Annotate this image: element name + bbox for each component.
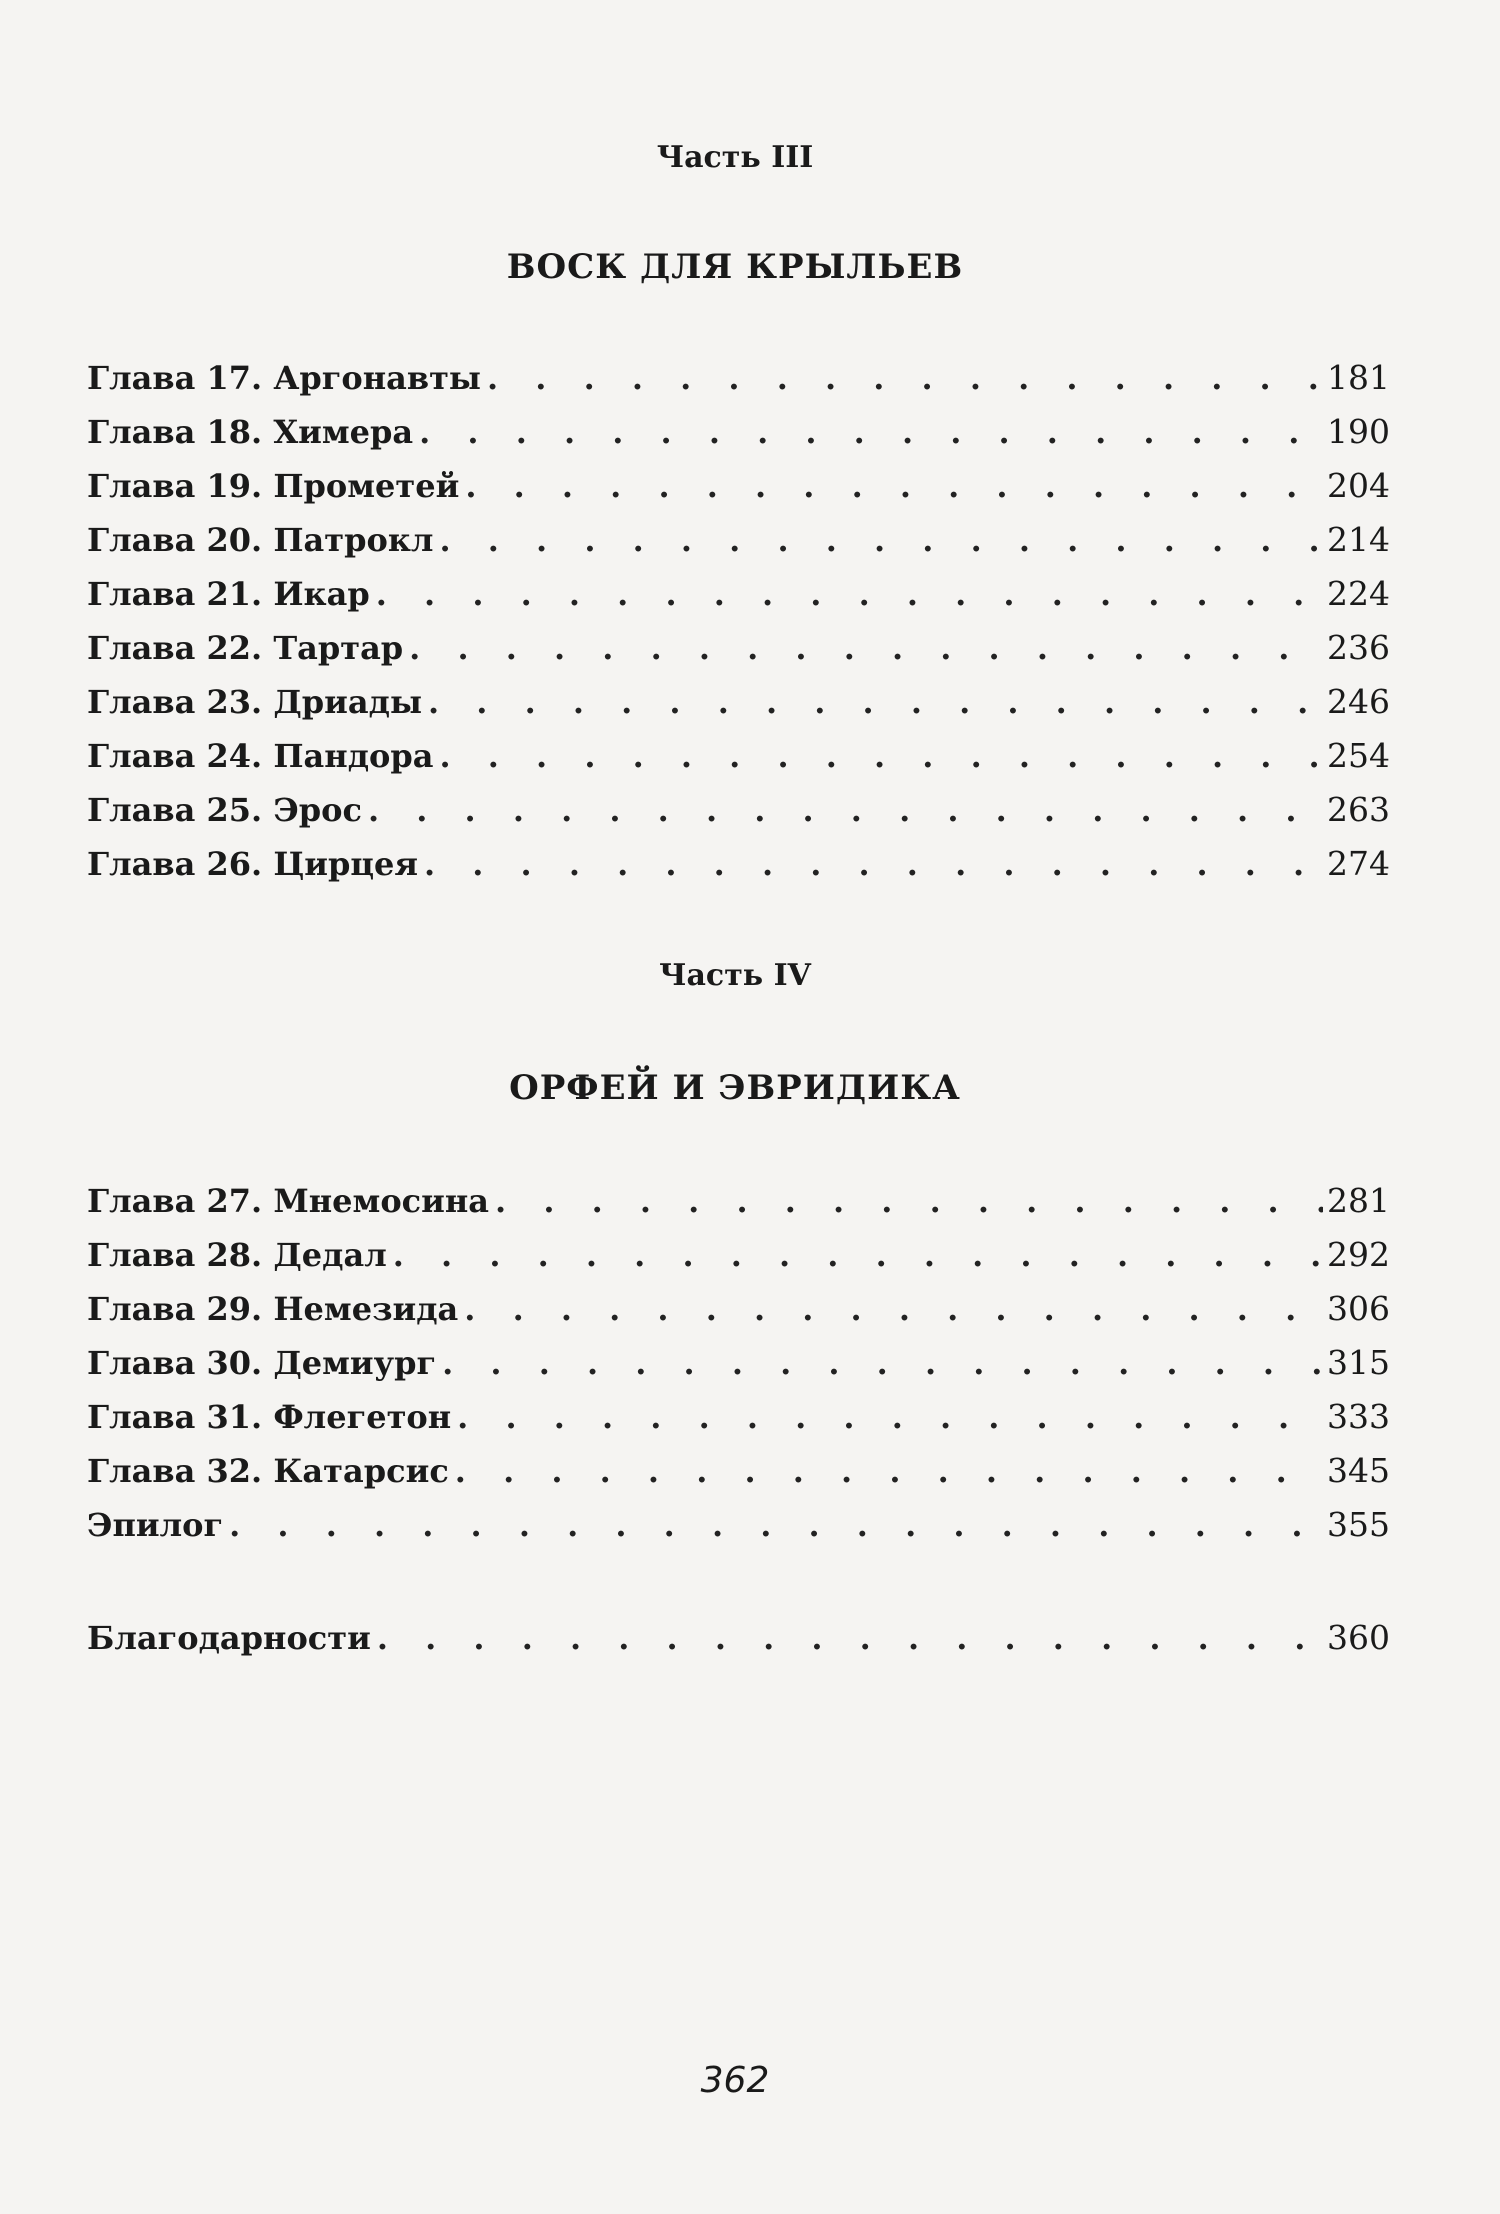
toc-entry-page: 224 xyxy=(1327,574,1390,613)
toc-entry-page: 306 xyxy=(1327,1289,1390,1328)
toc-entry-label: Глава 21. Икар xyxy=(87,575,370,613)
toc-entry xyxy=(87,1447,1390,1495)
page-number: 362 xyxy=(700,2060,770,2101)
dot-leader xyxy=(442,1339,1323,1387)
toc-entry-page: 236 xyxy=(1327,628,1390,667)
toc-entry-label: Глава 18. Химера xyxy=(87,413,414,451)
part-3-label: Часть III xyxy=(656,140,814,175)
toc-entry xyxy=(87,678,1390,726)
toc-entry xyxy=(87,1393,1390,1441)
toc-entry-page: 204 xyxy=(1327,466,1390,505)
toc-entry-page: 181 xyxy=(1327,358,1390,397)
toc-entry xyxy=(87,1285,1390,1333)
toc-entry-label: Глава 20. Патрокл xyxy=(87,521,434,559)
toc-entry-page: 190 xyxy=(1327,412,1390,451)
dot-leader xyxy=(464,1285,1323,1333)
dot-leader xyxy=(229,1501,1323,1549)
dot-leader xyxy=(455,1447,1323,1495)
toc-entry-acknowledgements xyxy=(87,1614,1390,1662)
toc-entry-page: 355 xyxy=(1327,1505,1390,1544)
toc-entry-page: 274 xyxy=(1327,844,1390,883)
toc-entry-page: 345 xyxy=(1327,1451,1390,1490)
toc-entry-label: Глава 23. Дриады xyxy=(87,683,423,721)
dot-leader xyxy=(419,408,1323,456)
dot-leader xyxy=(368,786,1323,834)
toc-entry xyxy=(87,1501,1390,1549)
toc-entry-label: Глава 30. Демиург xyxy=(87,1344,437,1382)
toc-entry-label: Глава 28. Дедал xyxy=(87,1236,387,1274)
toc-entry-label: Глава 26. Цирцея xyxy=(87,845,418,883)
dot-leader xyxy=(465,462,1323,510)
toc-entry-label: Глава 25. Эрос xyxy=(87,791,362,829)
toc-entry xyxy=(87,1231,1390,1279)
toc-entry-page: 263 xyxy=(1327,790,1390,829)
toc-entry xyxy=(87,354,1390,402)
toc-entry-label: Глава 32. Катарсис xyxy=(87,1452,449,1490)
dot-leader xyxy=(393,1231,1323,1279)
toc-entry-label: Глава 27. Мнемосина xyxy=(87,1182,490,1220)
toc-entry-label: Глава 31. Флегетон xyxy=(87,1398,452,1436)
dot-leader xyxy=(439,732,1323,780)
toc-entry-page: 292 xyxy=(1327,1235,1390,1274)
toc-entry xyxy=(87,570,1390,618)
toc-entry xyxy=(87,1177,1390,1225)
dot-leader xyxy=(457,1393,1323,1441)
toc-entry-label: Глава 29. Немезида xyxy=(87,1290,459,1328)
toc-entry xyxy=(87,840,1390,888)
toc-entry-page: 254 xyxy=(1327,736,1390,775)
toc-entry-page: 214 xyxy=(1327,520,1390,559)
toc-entry xyxy=(87,408,1390,456)
toc-entry-label: Эпилог xyxy=(87,1506,224,1544)
dot-leader xyxy=(377,1614,1323,1662)
toc-entry-page: 360 xyxy=(1327,1618,1390,1657)
dot-leader xyxy=(428,678,1323,726)
dot-leader xyxy=(495,1177,1323,1225)
dot-leader xyxy=(487,354,1323,402)
toc-entry-label: Глава 19. Прометей xyxy=(87,467,460,505)
part-3-title: ВОСК ДЛЯ КРЫЛЬЕВ xyxy=(506,247,964,287)
toc-entry-page: 333 xyxy=(1327,1397,1390,1436)
toc-entry xyxy=(87,1339,1390,1387)
toc-entry-label: Глава 22. Тартар xyxy=(87,629,404,667)
toc-entry-label: Благодарности xyxy=(87,1619,371,1657)
toc-entry xyxy=(87,516,1390,564)
part-4-title: ОРФЕЙ И ЭВРИДИКА xyxy=(509,1068,961,1108)
toc-entry xyxy=(87,624,1390,672)
dot-leader xyxy=(376,570,1323,618)
toc-entry-page: 246 xyxy=(1327,682,1390,721)
toc-entry xyxy=(87,786,1390,834)
toc-entry-label: Глава 17. Аргонавты xyxy=(87,359,481,397)
toc-entry xyxy=(87,732,1390,780)
toc-entry-page: 281 xyxy=(1327,1181,1390,1220)
toc-entry xyxy=(87,462,1390,510)
dot-leader xyxy=(409,624,1323,672)
toc-entry-label: Глава 24. Пандора xyxy=(87,737,434,775)
dot-leader xyxy=(424,840,1323,888)
dot-leader xyxy=(439,516,1323,564)
toc-entry-page: 315 xyxy=(1327,1343,1390,1382)
part-4-label: Часть IV xyxy=(659,958,811,993)
